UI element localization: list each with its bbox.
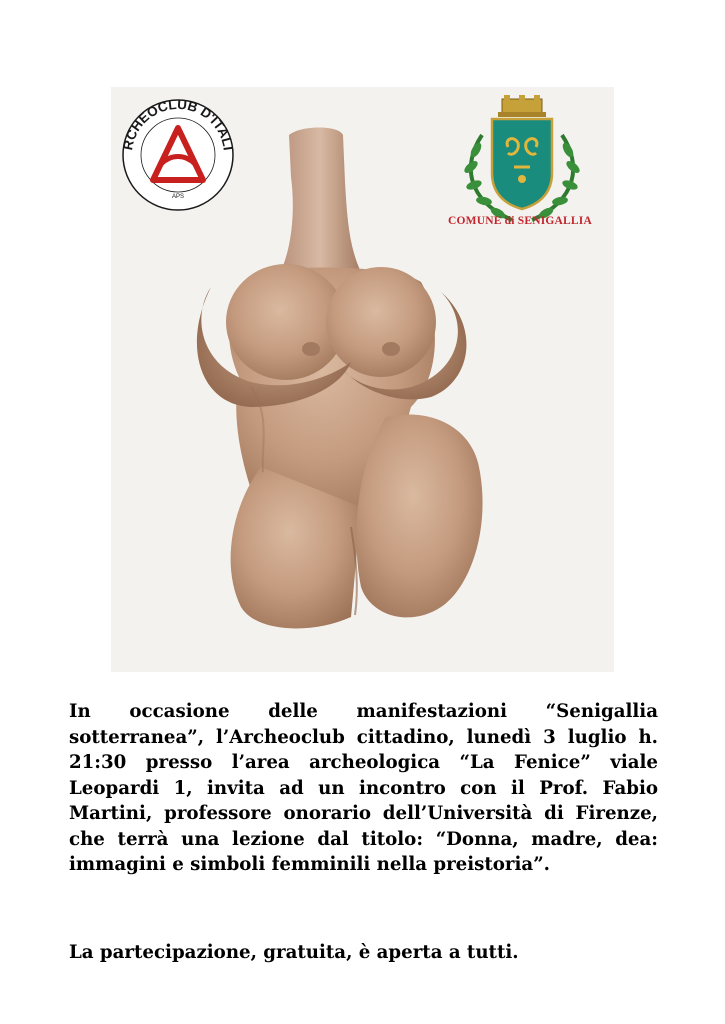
closing-note: La partecipazione, gratuita, è aperta a tutti. [69, 942, 519, 963]
archeoclub-ring-text: RCHEOCLUB D'ITALI [121, 98, 235, 152]
archeoclub-logo [121, 98, 235, 212]
event-description: In occasione delle manifestazioni “Senigallia sotterranea”, l’Archeoclub cittadino, lunedì 3 luglio h. 21:30 presso l’area archeologica “La Fenice” viale Leopardi 1, invita ad un incontro con il Prof. Fabio Martini, professore onorario dell’Università di Firenze, che terrà una lezione dal titolo: “Donna, madre, dea: immagini e simboli femminili nella preistoria”. [69, 701, 658, 875]
comune-coat-of-arms [442, 95, 602, 235]
archeoclub-aps-text: APS [171, 194, 185, 200]
comune-caption: COMUNE di SENIGALLIA [448, 215, 592, 227]
